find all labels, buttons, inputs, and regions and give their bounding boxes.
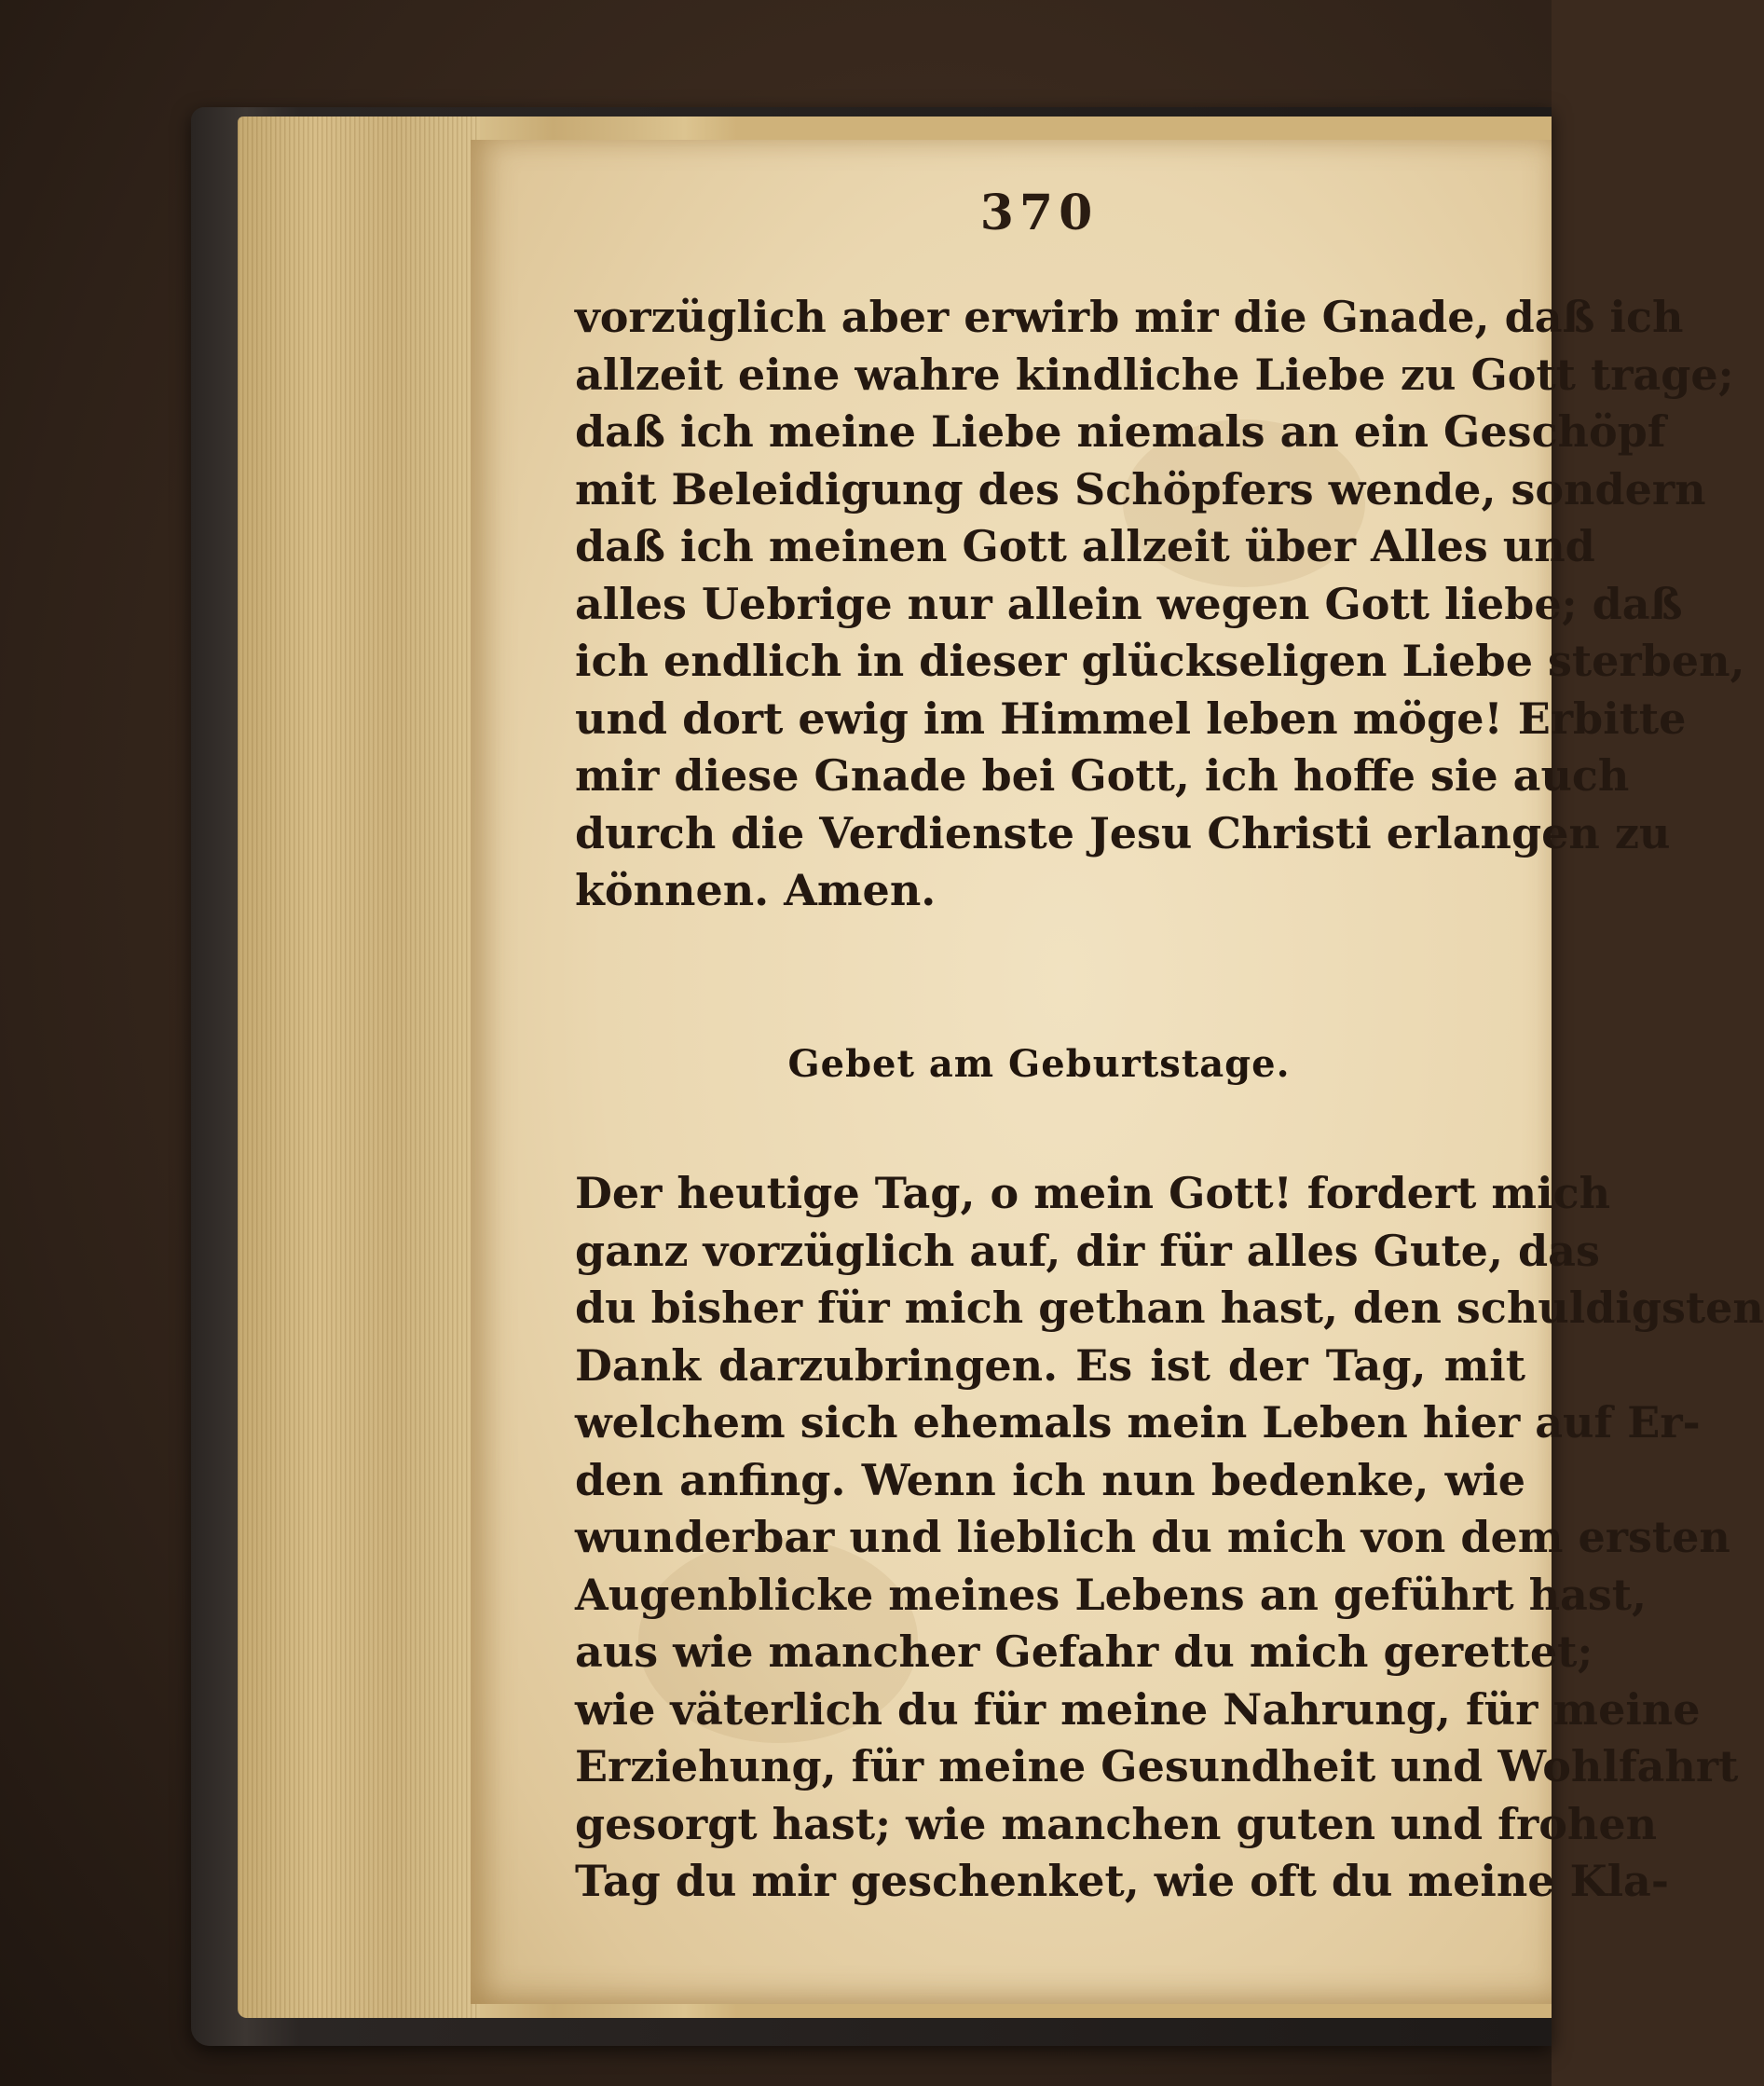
text-line: Augenblicke meines Lebens an geführt hast, (575, 1569, 1647, 1620)
text-line: allzeit eine wahre kindliche Liebe zu Gott trage; (575, 349, 1734, 400)
text-line: können. Amen. (575, 865, 937, 915)
text-line: gesorgt hast; wie manchen guten und frohen (575, 1798, 1658, 1849)
text-line: Der heutige Tag, o mein Gott! fordert mich (575, 1168, 1611, 1218)
text-line: den anfing. Wenn ich nun bedenke, wie (575, 1454, 1525, 1505)
text-line: mir diese Gnade bei Gott, ich hoffe sie auch (575, 750, 1630, 801)
text-line: du bisher für mich gethan hast, den schuldigsten (575, 1283, 1764, 1333)
paragraph-birthday-prayer (575, 1165, 1764, 1911)
text-line: durch die Verdienste Jesu Christi erlangen zu (575, 807, 1671, 858)
text-line: mit Beleidigung des Schöpfers wende, sondern (575, 463, 1706, 515)
book-page (471, 140, 1764, 2004)
text-line: welchem sich ehemals mein Leben hier auf Er- (575, 1397, 1701, 1448)
page-edge-texture (238, 117, 480, 2018)
page-number: 370 (979, 185, 1099, 241)
text-line: und dort ewig im Himmel leben möge! Erbitte (575, 693, 1687, 744)
section-heading: Gebet am Geburtstage. (787, 1042, 1291, 1086)
text-line: alles Uebrige nur allein wegen Gott liebe; daß (575, 578, 1683, 629)
text-line: daß ich meinen Gott allzeit über Alles und (575, 521, 1595, 571)
text-line: aus wie mancher Gefahr du mich gerettet; (575, 1626, 1593, 1677)
text-line: Erziehung, für meine Gesundheit und Wohlfahrt (575, 1741, 1739, 1791)
text-line: wie väterlich du für meine Nahrung, für meine (575, 1683, 1701, 1735)
text-line: Dank darzubringen. Es ist der Tag, mit (575, 1339, 1525, 1391)
text-line: daß ich meine Liebe niemals an ein Geschöpf (575, 406, 1666, 457)
text-line: wunderbar und lieblich du mich von dem ersten (575, 1512, 1730, 1562)
text-line: ganz vorzüglich auf, dir für alles Gute, das (575, 1225, 1600, 1276)
text-line: vorzüglich aber erwirb mir die Gnade, daß ich (575, 292, 1684, 342)
text-line: Tag du mir geschenket, wie oft du meine Kla- (575, 1856, 1669, 1906)
paragraph-prayer-ending (575, 289, 1745, 920)
text-line: ich endlich in dieser glückseligen Liebe sterben, (575, 636, 1745, 686)
